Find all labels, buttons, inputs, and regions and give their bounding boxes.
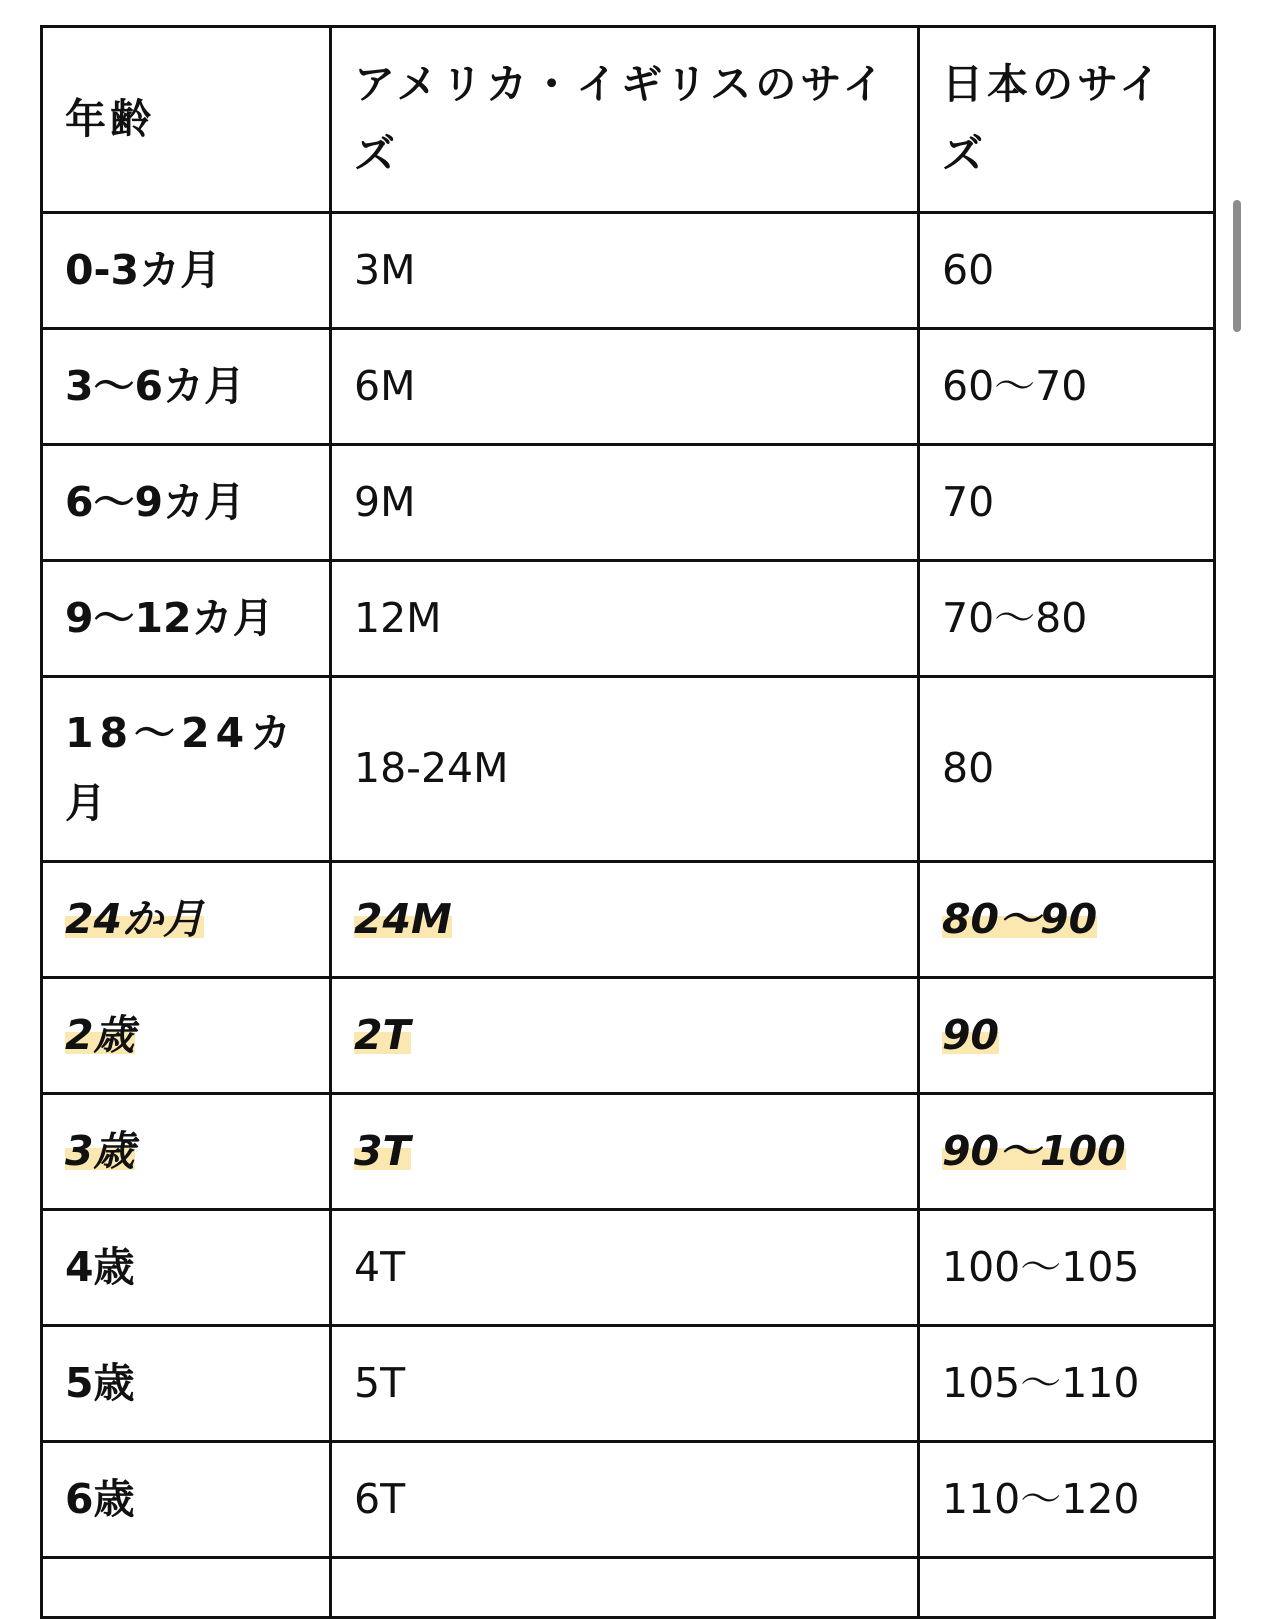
age-cell: [42, 1094, 331, 1210]
us-uk-size-cell: 6T: [331, 1442, 919, 1558]
us-uk-size-cell: 6M: [331, 329, 919, 445]
age-cell: 3〜6カ月: [42, 329, 331, 445]
table-header-row: [42, 27, 1215, 213]
us-uk-size-cell: [331, 978, 919, 1094]
table-row-highlighted: [42, 1094, 1215, 1210]
size-comparison-table: [40, 25, 1216, 1619]
table-row-highlighted: [42, 978, 1215, 1094]
table-row: [42, 1326, 1215, 1442]
age-cell: [42, 978, 331, 1094]
highlighted-text: 2T: [354, 1010, 411, 1059]
age-cell: [42, 1558, 331, 1618]
japan-size-cell: 100〜105: [919, 1210, 1215, 1326]
us-uk-size-cell: [331, 1094, 919, 1210]
table-row: [42, 1442, 1215, 1558]
header-japan-size: 日本のサイズ: [919, 27, 1215, 213]
table-row-partial: [42, 1558, 1215, 1618]
highlighted-text: 90: [942, 1010, 1000, 1059]
age-cell: 4歳: [42, 1210, 331, 1326]
age-cell: 9〜12カ月: [42, 561, 331, 677]
highlighted-text: 3T: [354, 1126, 411, 1175]
table-row: [42, 445, 1215, 561]
us-uk-size-cell: 4T: [331, 1210, 919, 1326]
us-uk-size-cell: [331, 862, 919, 978]
japan-size-cell: 60〜70: [919, 329, 1215, 445]
highlighted-text: 90〜100: [942, 1126, 1126, 1175]
highlighted-text: 24M: [354, 894, 452, 943]
age-cell: 6歳: [42, 1442, 331, 1558]
japan-size-cell: 70: [919, 445, 1215, 561]
japan-size-cell: 110〜120: [919, 1442, 1215, 1558]
age-cell: 18〜24カ月: [42, 677, 331, 862]
highlighted-text: 24か月: [65, 894, 205, 943]
japan-size-cell: [919, 978, 1215, 1094]
japan-size-cell: 60: [919, 213, 1215, 329]
us-uk-size-cell: 5T: [331, 1326, 919, 1442]
table-row: [42, 329, 1215, 445]
us-uk-size-cell: 3M: [331, 213, 919, 329]
japan-size-cell: [919, 862, 1215, 978]
japan-size-cell: 70〜80: [919, 561, 1215, 677]
header-age: 年齢: [42, 27, 331, 213]
age-cell: 0-3カ月: [42, 213, 331, 329]
highlighted-text: 2歳: [65, 1010, 135, 1059]
age-cell: 6〜9カ月: [42, 445, 331, 561]
us-uk-size-cell: 9M: [331, 445, 919, 561]
table-row: [42, 1210, 1215, 1326]
highlighted-text: 3歳: [65, 1126, 135, 1175]
us-uk-size-cell: 12M: [331, 561, 919, 677]
us-uk-size-cell: 18-24M: [331, 677, 919, 862]
japan-size-cell: [919, 1094, 1215, 1210]
japan-size-cell: [919, 1558, 1215, 1618]
vertical-scrollbar-thumb[interactable]: [1233, 200, 1241, 332]
us-uk-size-cell: [331, 1558, 919, 1618]
table-row: [42, 677, 1215, 862]
highlighted-text: 80〜90: [942, 894, 1098, 943]
table-row-highlighted: [42, 862, 1215, 978]
table-row: [42, 561, 1215, 677]
age-cell: [42, 862, 331, 978]
japan-size-cell: 105〜110: [919, 1326, 1215, 1442]
age-cell: 5歳: [42, 1326, 331, 1442]
table-row: [42, 213, 1215, 329]
japan-size-cell: 80: [919, 677, 1215, 862]
header-us-uk-size: アメリカ・イギリスのサイズ: [331, 27, 919, 213]
